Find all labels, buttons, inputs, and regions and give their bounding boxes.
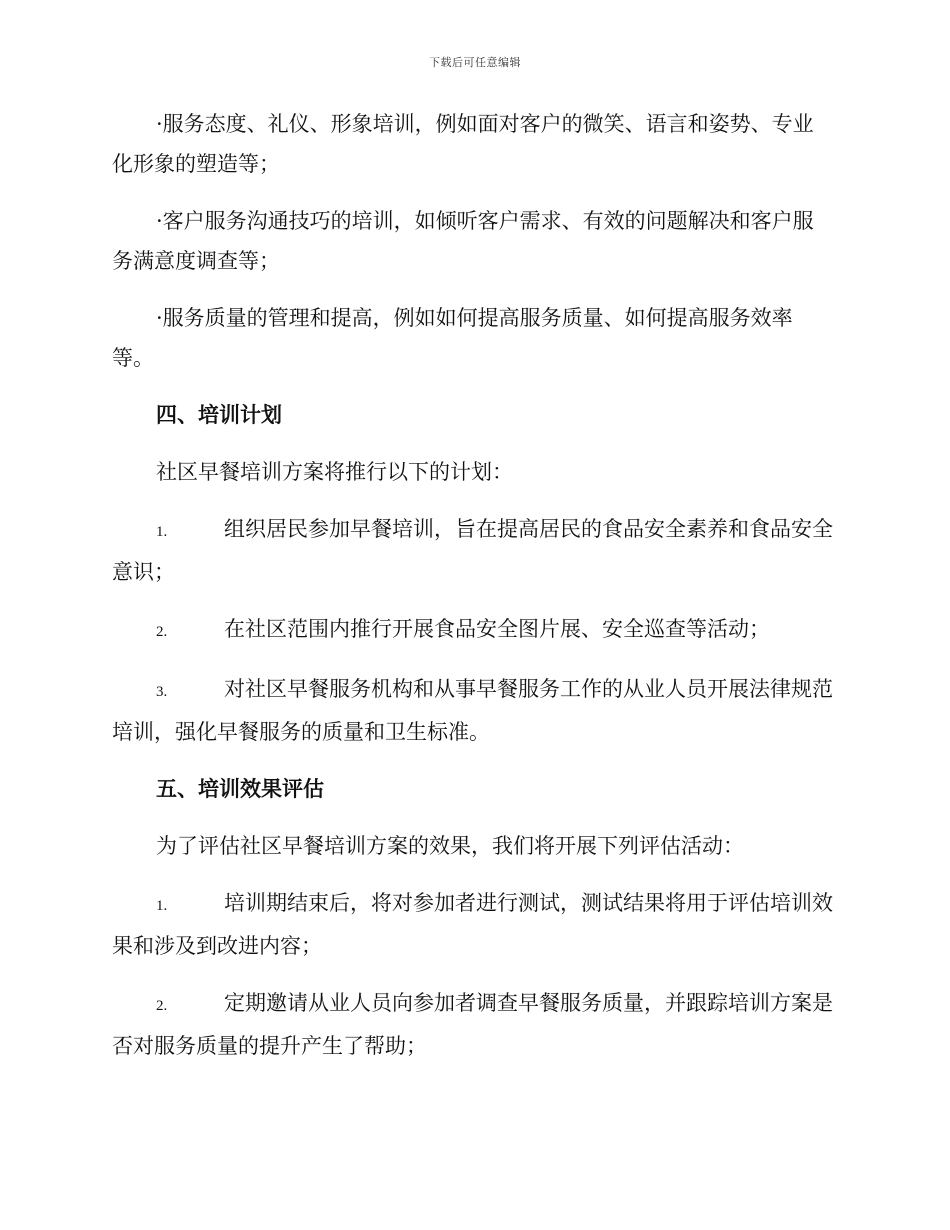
section-heading-evaluation: 五、培训效果评估 bbox=[156, 776, 324, 801]
bullet-item: ·客户服务沟通技巧的培训，如倾听客户需求、有效的问题解决和客户服务满意度调查等； bbox=[112, 209, 814, 273]
item-text: 组织居民参加早餐培训，旨在提高居民的食品安全素养和食品安全意识； bbox=[112, 517, 833, 584]
section-intro: 为了评估社区早餐培训方案的效果，我们将开展下列评估活动： bbox=[156, 834, 744, 858]
item-text: 在社区范围内推行开展食品安全图片展、安全巡查等活动； bbox=[224, 617, 770, 641]
numbered-item bbox=[112, 669, 834, 752]
numbered-item bbox=[112, 883, 834, 966]
numbered-item bbox=[112, 609, 834, 652]
bullet-item: ·服务质量的管理和提高，例如如何提高服务质量、如何提高服务效率等。 bbox=[112, 306, 793, 370]
page-header: 下载后可任意编辑 bbox=[429, 56, 521, 69]
numbered-item bbox=[112, 509, 834, 592]
item-number: 1. bbox=[156, 524, 168, 540]
bullet-item: ·服务态度、礼仪、形象培训，例如面对客户的微笑、语言和姿势、专业化形象的塑造等； bbox=[112, 112, 814, 176]
item-text: 培训期结束后，将对参加者进行测试，测试结果将用于评估培训效果和涉及到改进内容； bbox=[112, 891, 833, 958]
item-number: 2. bbox=[156, 624, 168, 640]
item-number: 2. bbox=[156, 998, 168, 1014]
item-text: 对社区早餐服务机构和从事早餐服务工作的从业人员开展法律规范培训，强化早餐服务的质量和卫生标准。 bbox=[112, 677, 833, 744]
section-heading-plan: 四、培训计划 bbox=[156, 402, 282, 427]
document-body bbox=[112, 104, 834, 1083]
item-number: 1. bbox=[156, 898, 168, 914]
numbered-item bbox=[112, 983, 834, 1066]
item-text: 定期邀请从业人员向参加者调查早餐服务质量，并跟踪培训方案是否对服务质量的提升产生了帮助； bbox=[112, 991, 833, 1058]
section-intro: 社区早餐培训方案将推行以下的计划： bbox=[156, 460, 513, 484]
item-number: 3. bbox=[156, 684, 168, 700]
